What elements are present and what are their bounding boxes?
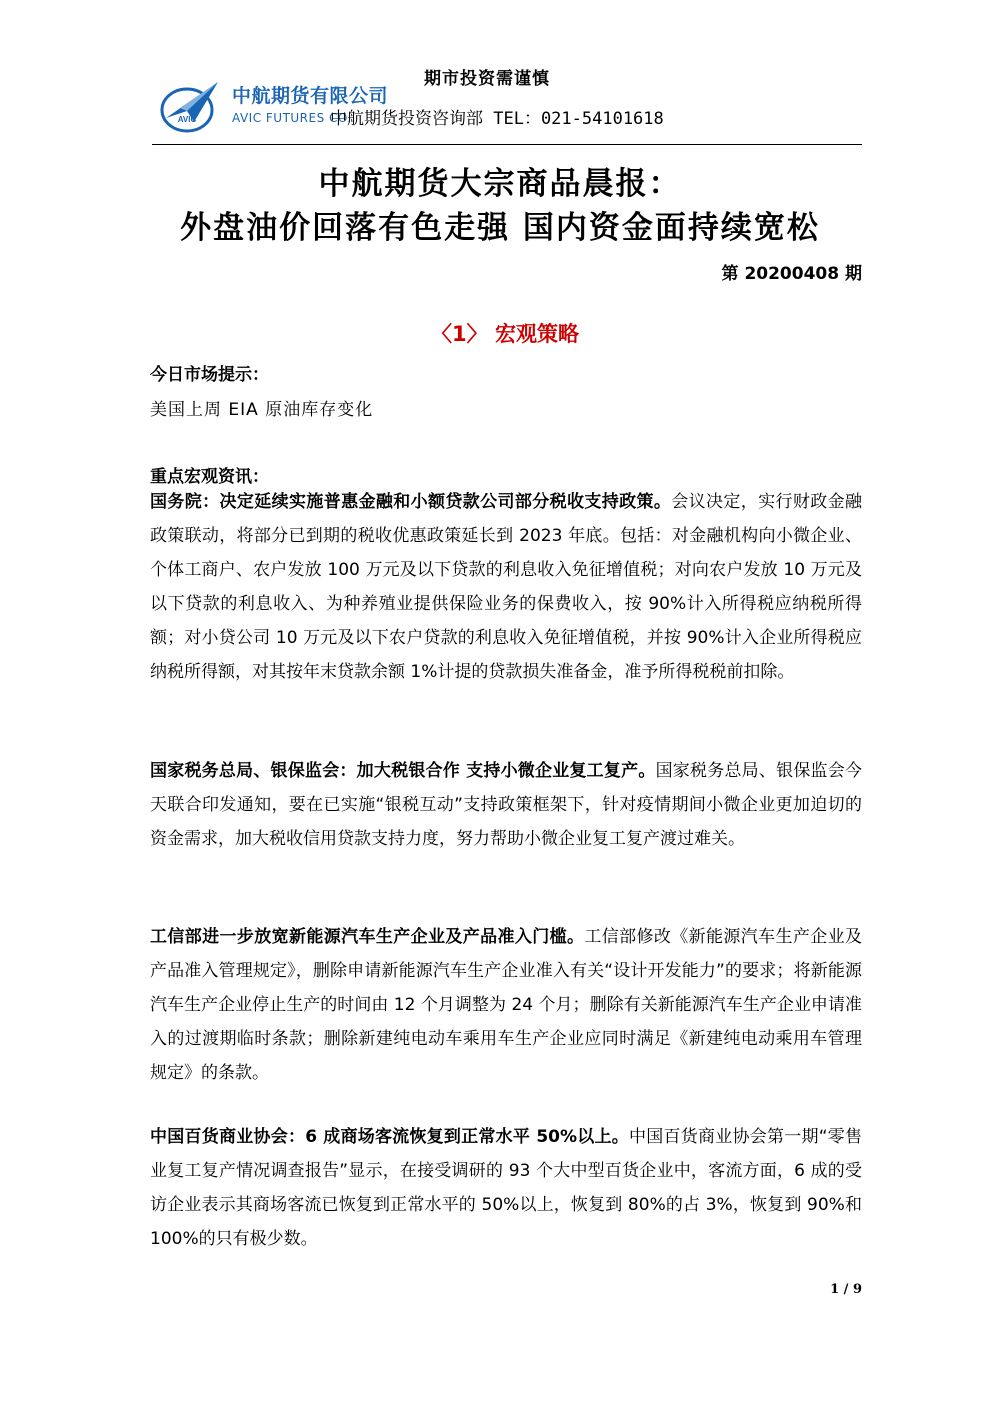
risk-warning: 期市投资需谨慎 — [424, 69, 550, 89]
page-number: 1 / 9 — [830, 1282, 862, 1297]
news-body: 中国百货商业协会第一期“零售业复工复产情况调查报告”显示，在接受调研的 93 个大中型百货企业中，客流方面，6 成的受访企业表示其商场客流已恢复到正常水平的 50%以上，恢复到 80%的占 3%，恢复到 90%和 100%的只有极少数。 — [150, 1127, 863, 1249]
news-headline: 中国百货商业协会：6 成商场客流恢复到正常水平 50%以上。 — [150, 1127, 629, 1147]
contact-line: 中航期货投资咨询部 TEL：021-54101618 — [330, 109, 664, 129]
news-headline: 国务院：决定延续实施普惠金融和小额贷款公司部分税收支持政策。 — [150, 492, 672, 512]
market-tip-text: 美国上周 EIA 原油库存变化 — [150, 400, 374, 420]
news-item — [150, 485, 862, 689]
market-tip-label: 今日市场提示： — [150, 365, 269, 385]
report-subtitle: 外盘油价回落有色走强 国内资金面持续宽松 — [180, 210, 820, 246]
news-body: 国家税务总局、银保监会今天联合印发通知，要在已实施“银税互动”支持政策框架下，针对疫情期间小微企业更加迫切的资金需求，加大税收信用贷款支持力度，努力帮助小微企业复工复产渡过难关。 — [150, 761, 862, 849]
issue-number: 第 20200408 期 — [721, 264, 862, 284]
avic-logo-icon — [160, 78, 222, 134]
page-header — [152, 56, 862, 146]
logo-company-name: 中航期货有限公司 — [232, 85, 389, 107]
news-item — [150, 754, 862, 856]
news-item — [150, 1120, 862, 1256]
header-divider — [152, 144, 862, 145]
news-headline: 工信部进一步放宽新能源汽车生产企业及产品准入门槛。 — [150, 927, 585, 947]
report-title: 中航期货大宗商品晨报： — [318, 166, 682, 202]
section-heading: 〈1〉 宏观策略 — [431, 322, 579, 346]
macro-news-label: 重点宏观资讯： — [150, 467, 269, 487]
news-headline: 国家税务总局、银保监会：加大税银合作 支持小微企业复工复产。 — [150, 761, 656, 781]
news-item — [150, 920, 862, 1090]
news-body: 工信部修改《新能源汽车生产企业及产品准入管理规定》，删除申请新能源汽车生产企业准入有关“设计开发能力”的要求；将新能源汽车生产企业停止生产的时间由 12 个月调整为 24 个月；删除有关新能源汽车生产企业申请准入的过渡期临时条款；删除新建纯电动车乘用车生产企业应同时满足《新建纯电动乘用车管理规定》的条款。 — [150, 927, 862, 1083]
logo-badge: AVIC — [177, 115, 197, 124]
logo-english-name: AVIC FUTURES CO. — [232, 111, 352, 125]
news-body: 会议决定，实行财政金融政策联动，将部分已到期的税收优惠政策延长到 2023 年底。包括：对金融机构向小微企业、个体工商户、农户发放 100 万元及以下贷款的利息收入免征增值税；对向农户发放 10 万元及以下贷款的利息收入、为种养殖业提供保险业务的保费收入，按 90%计入所得税应纳税所得额；对小贷公司 10 万元及以下农户贷款的利息收入免征增值税，并按 90%计入企业所得税应纳税所得额，对其按年末贷款余额 1%计提的贷款损失准备金，准予所得税税前扣除。 — [150, 492, 862, 682]
